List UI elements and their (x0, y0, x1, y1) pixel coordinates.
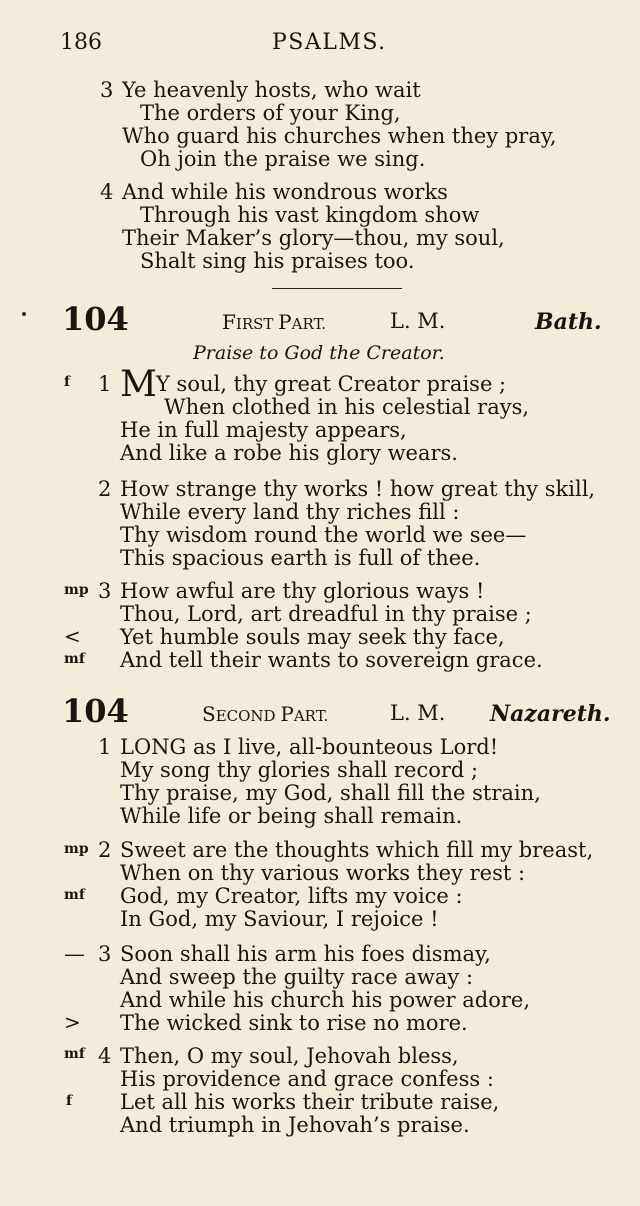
drop-cap: M (120, 364, 157, 405)
verse-line: When on thy various works they rest : (120, 861, 526, 885)
verse-line: And while his church his power adore, (120, 988, 530, 1012)
dynamic-mark: mf (64, 887, 85, 903)
verse-line: And like a robe his glory wears. (120, 441, 458, 465)
verse-line: Thou, Lord, art dreadful in thy praise ; (120, 602, 532, 626)
verse-line: How strange thy works ! how great thy skill, (120, 477, 596, 501)
verse-line: When clothed in his celestial rays, (164, 395, 530, 419)
running-title: PSALMS. (272, 30, 387, 55)
dynamic-mark: mf (64, 651, 85, 667)
verse-number: 1 (98, 735, 112, 759)
verse-line: How awful are thy glorious ways ! (120, 579, 485, 603)
dynamic-mark: mf (64, 1046, 85, 1062)
verse-line: God, my Creator, lifts my voice : (120, 884, 463, 908)
verse-line: Shalt sing his praises too. (140, 249, 415, 273)
verse-number: 1 (98, 372, 112, 396)
margin-speck (22, 312, 26, 316)
verse-line: Thy wisdom round the world we see— (120, 523, 527, 547)
verse-number: 3 (100, 78, 114, 102)
verse-line: Oh join the praise we sing. (140, 147, 426, 171)
hymn-tune: Bath. (535, 309, 602, 335)
page-number: 186 (60, 30, 102, 55)
dynamic-mark: f (64, 374, 71, 390)
hymn-subtitle: Praise to God the Creator. (193, 342, 445, 364)
verse-line: His providence and grace confess : (120, 1067, 494, 1091)
verse-line: And triumph in Jehovah’s praise. (120, 1113, 470, 1137)
verse-line: The orders of your King, (140, 101, 401, 125)
verse-line: Who guard his churches when they pray, (122, 124, 557, 148)
verse-line: In God, my Saviour, I rejoice ! (120, 907, 439, 931)
verse-line: The wicked sink to rise no more. (120, 1011, 468, 1035)
crescendo-mark: < (64, 624, 81, 648)
dynamic-mark: mp (64, 841, 89, 857)
hymn-part-heading: FIRST PART. (222, 310, 327, 334)
verse-line: Thy praise, my God, shall fill the strain, (120, 781, 541, 805)
hymn-meter: L. M. (390, 309, 446, 333)
verse-line: Then, O my soul, Jehovah bless, (120, 1044, 459, 1068)
decrescendo-mark: > (64, 1010, 81, 1034)
dynamic-mark: mp (64, 582, 89, 598)
verse-line: Y soul, thy great Creator praise ; (156, 372, 507, 396)
hymn-part-heading: SECOND PART. (202, 702, 329, 726)
hymn-number: 104 (62, 692, 129, 730)
verse-number: 2 (98, 838, 112, 862)
verse-line: While life or being shall remain. (120, 804, 463, 828)
verse-line: LONG as I live, all-bounteous Lord! (120, 735, 499, 759)
verse-number: 2 (98, 477, 112, 501)
verse-line: And tell their wants to sovereign grace. (120, 648, 543, 672)
verse-line: And sweep the guilty race away : (120, 965, 474, 989)
verse-line: Sweet are the thoughts which fill my breast, (120, 838, 594, 862)
verse-line: Yet humble souls may seek thy face, (120, 625, 505, 649)
verse-number: 3 (98, 942, 112, 966)
hymn-meter: L. M. (390, 701, 446, 725)
verse-line: Their Maker’s glory—thou, my soul, (122, 226, 505, 250)
section-divider (272, 288, 402, 289)
verse-line: He in full majesty appears, (120, 418, 407, 442)
verse-line: Through his vast kingdom show (140, 203, 480, 227)
verse-number: 4 (98, 1044, 112, 1068)
verse-line: And while his wondrous works (122, 180, 448, 204)
verse-line: Ye heavenly hosts, who wait (122, 78, 421, 102)
verse-line: While every land thy riches fill : (120, 500, 460, 524)
verse-number: 4 (100, 180, 114, 204)
verse-number: 3 (98, 579, 112, 603)
verse-line: This spacious earth is full of thee. (120, 546, 481, 570)
dynamic-mark: f (66, 1093, 73, 1109)
dynamic-mark: — (64, 942, 85, 966)
verse-line: Soon shall his arm his foes dismay, (120, 942, 491, 966)
hymn-number: 104 (62, 300, 129, 338)
verse-line: Let all his works their tribute raise, (120, 1090, 500, 1114)
verse-line: My song thy glories shall record ; (120, 758, 479, 782)
hymn-tune: Nazareth. (490, 701, 611, 727)
